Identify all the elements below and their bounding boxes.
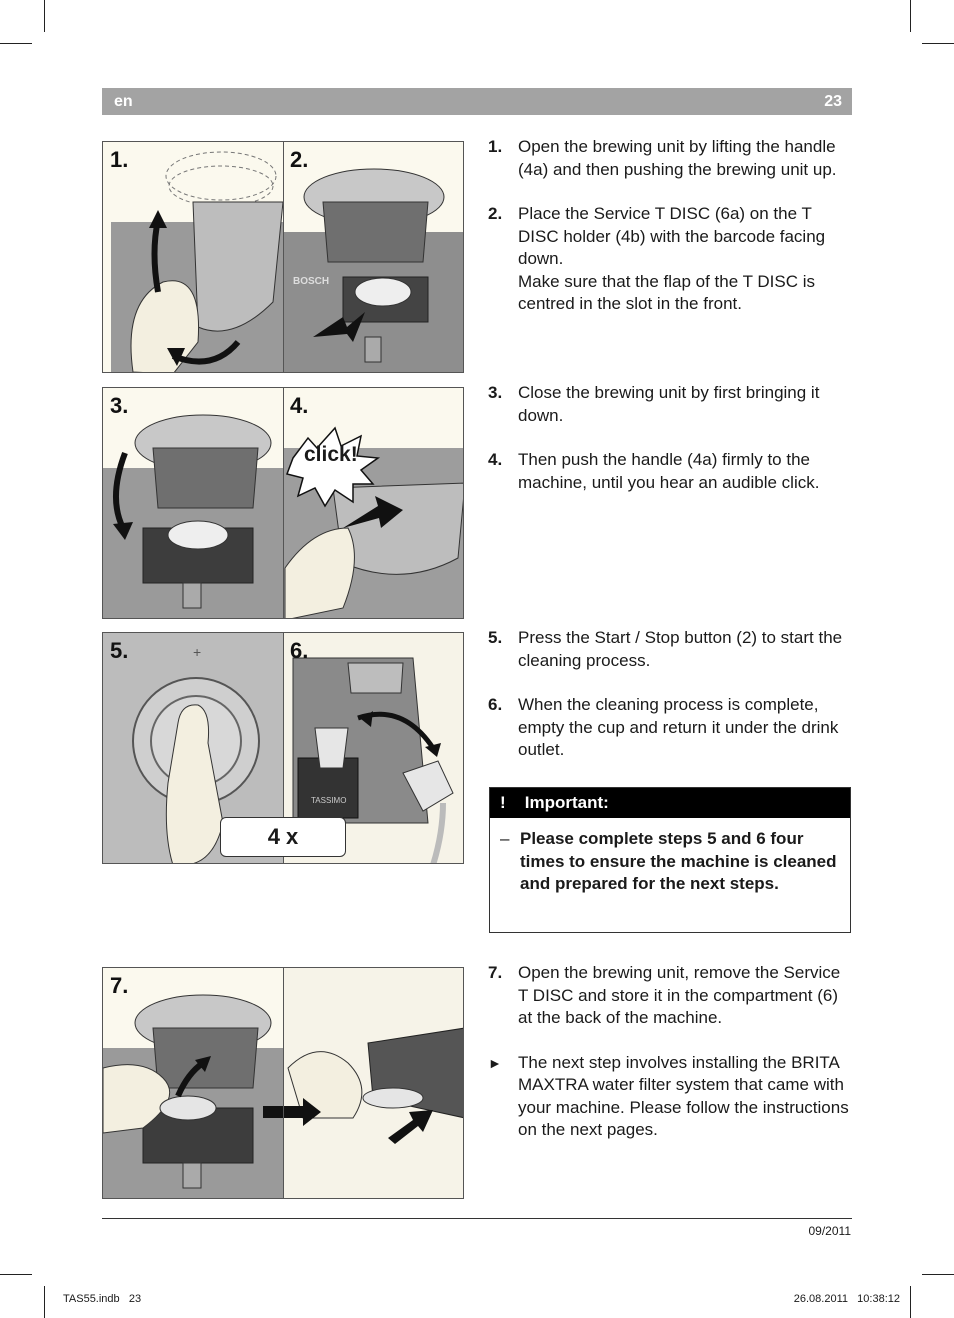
important-body [490,818,850,896]
step-text: Open the brewing unit by lifting the handle (4a) and then pushing the brewing unit up. [518,137,837,179]
step-item [488,449,854,494]
figure-label: 4. [290,393,309,418]
footer-rule [102,1218,852,1219]
figure-label: 5. [110,638,129,663]
important-notice [489,787,851,933]
crop-mark [910,0,911,32]
step-number: 5. [488,628,503,647]
warning-icon: ! [500,793,506,812]
important-text: Please complete steps 5 and 6 four times to ensure the machine is cleaned and prepared for the next steps. [520,829,837,893]
repeat-count-badge [220,817,346,857]
footer-date: 09/2011 [808,1224,851,1238]
figure-label: 1. [110,147,129,172]
figure-divider [283,388,284,618]
language-code: en [114,93,133,110]
list-dash: – [500,829,510,848]
step-text: Open the brewing unit, remove the Service T DISC and store it in the compartment (6) at the back of the machine. [518,963,841,1027]
page-header [102,88,852,115]
svg-text:BOSCH: BOSCH [293,276,330,287]
step-item [488,382,854,427]
crop-mark [922,1274,954,1275]
steps-group-2 [488,382,854,516]
step-item [488,694,854,762]
step-text: Close the brewing unit by first bringing it down. [518,383,820,425]
figure-divider [283,142,284,372]
important-title: Important: [524,793,609,812]
step-item [488,136,854,181]
figure-steps-1-2 [102,141,464,373]
step-item [488,1052,854,1142]
svg-text:+: + [193,644,202,660]
brand-label: TASSIMO [311,796,347,805]
figure-label: 3. [110,393,129,418]
step-text: Place the Service T DISC (6a) on the T DISC holder (4b) with the barcode facing down. [518,204,826,268]
step-number: 6. [488,695,503,714]
important-header [490,788,850,818]
step-text: When the cleaning process is complete, empty the cup and return it under the drink outlet. [518,695,839,759]
figure-label: 2. [290,147,309,172]
step-number: 1. [488,137,503,156]
arrow-bullet-icon: ► [488,1054,502,1071]
figure-steps-5-6 [102,632,464,864]
figure-divider [283,968,284,1198]
step-item [488,203,854,316]
crop-mark [44,1286,45,1318]
page-number: 23 [824,93,842,110]
figure-label: 6. [290,638,309,663]
crop-mark [910,1286,911,1318]
crop-mark [0,43,32,44]
step-item [488,962,854,1030]
print-slug-timestamp: 26.08.2011 10:38:12 [793,1293,900,1305]
step-number: 3. [488,383,503,402]
click-callout: click! [304,443,358,466]
step-text: Make sure that the flap of the T DISC is centred in the slot in the front. [518,271,816,313]
crop-mark [44,0,45,32]
step-number: 2. [488,204,503,223]
figure-steps-3-4 [102,387,464,619]
steps-group-1 [488,136,854,338]
repeat-count-label: 4 x [267,824,299,849]
step-text: The next step involves installing the BRITA MAXTRA water filter system that came with your machine. Please follow the instructions on the next pages. [518,1052,849,1139]
print-slug-file: TAS55.indb 23 [63,1293,142,1305]
steps-group-4 [488,962,854,1164]
figure-label: 7. [110,973,129,998]
crop-mark [922,43,954,44]
steps-group-3 [488,627,854,784]
crop-mark [0,1274,32,1275]
step-text: Then push the handle (4a) firmly to the machine, until you hear an audible click. [518,450,820,492]
step-number: 7. [488,963,503,982]
step-item [488,627,854,672]
figure-step-7 [102,967,464,1199]
step-text: Press the Start / Stop button (2) to start the cleaning process. [518,628,843,670]
step-number: 4. [488,450,503,469]
